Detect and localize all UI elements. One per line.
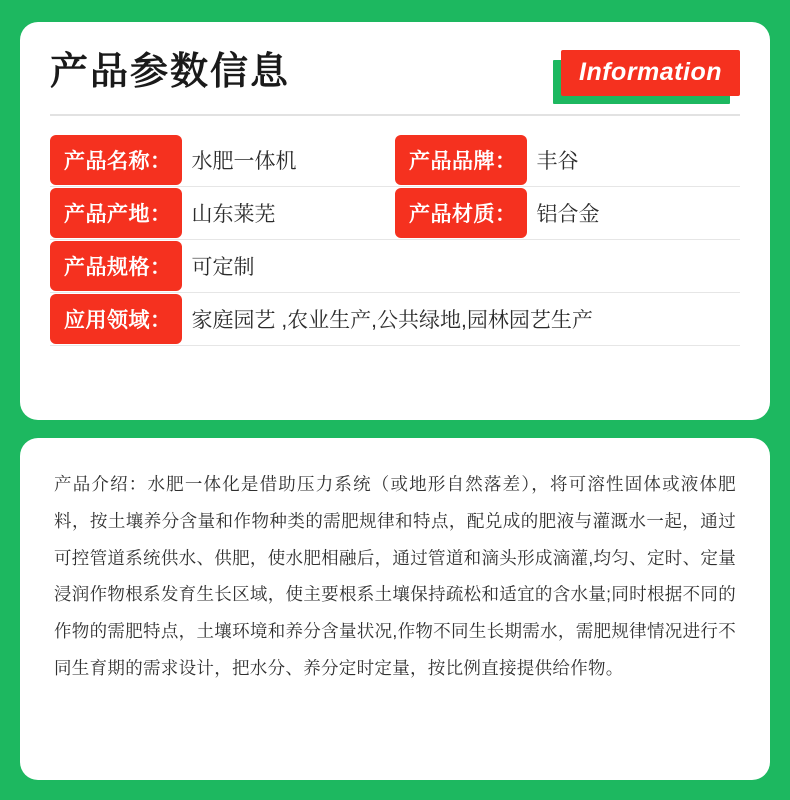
parameters-card <box>20 22 770 420</box>
table-row <box>50 187 740 240</box>
param-value: 可定制 <box>191 256 255 279</box>
description-card <box>20 438 770 780</box>
param-cell <box>50 293 740 345</box>
param-value: 家庭园艺 ,农业生产,公共绿地,园林园艺生产 <box>191 309 593 332</box>
param-label: 应用领域： <box>50 294 182 344</box>
param-cell <box>50 134 395 186</box>
param-value: 铝合金 <box>536 203 600 226</box>
product-description: 产品介绍：水肥一体化是借助压力系统（或地形自然落差），将可溶性固体或液体肥料，按土壤养分含量和作物种类的需肥规律和特点，配兑成的肥液与灌溉水一起，通过可控管道系统供水、供肥，使水肥相融后，通过管道和滴头形成滴灌,均匀、定时、定量浸润作物根系发育生长区域，使主要根系土壤保持疏松和适宜的含水量;同时根据不同的作物的需肥特点，土壤环境和养分含量状况,作物不同生长期需水，需肥规律情况进行不同生育期的需求设计，把水分、养分定时定量，按比例直接提供给作物。 <box>54 474 736 678</box>
table-row <box>50 134 740 187</box>
param-cell <box>395 187 740 239</box>
table-row <box>50 293 740 346</box>
param-label: 产品品牌： <box>395 135 527 185</box>
param-value: 水肥一体机 <box>191 150 297 173</box>
param-cell <box>50 187 395 239</box>
param-label: 产品产地： <box>50 188 182 238</box>
card-header <box>50 50 740 116</box>
table-row <box>50 240 740 293</box>
param-label: 产品材质： <box>395 188 527 238</box>
table-row-empty <box>50 346 740 396</box>
information-badge: Information <box>561 50 740 96</box>
page-title: 产品参数信息 <box>50 51 291 94</box>
param-label: 产品规格： <box>50 241 182 291</box>
param-cell <box>395 134 740 186</box>
param-label: 产品名称： <box>50 135 182 185</box>
param-value: 丰谷 <box>536 150 579 173</box>
parameter-rows <box>50 134 740 396</box>
param-cell <box>50 240 740 292</box>
param-value: 山东莱芜 <box>191 203 276 226</box>
